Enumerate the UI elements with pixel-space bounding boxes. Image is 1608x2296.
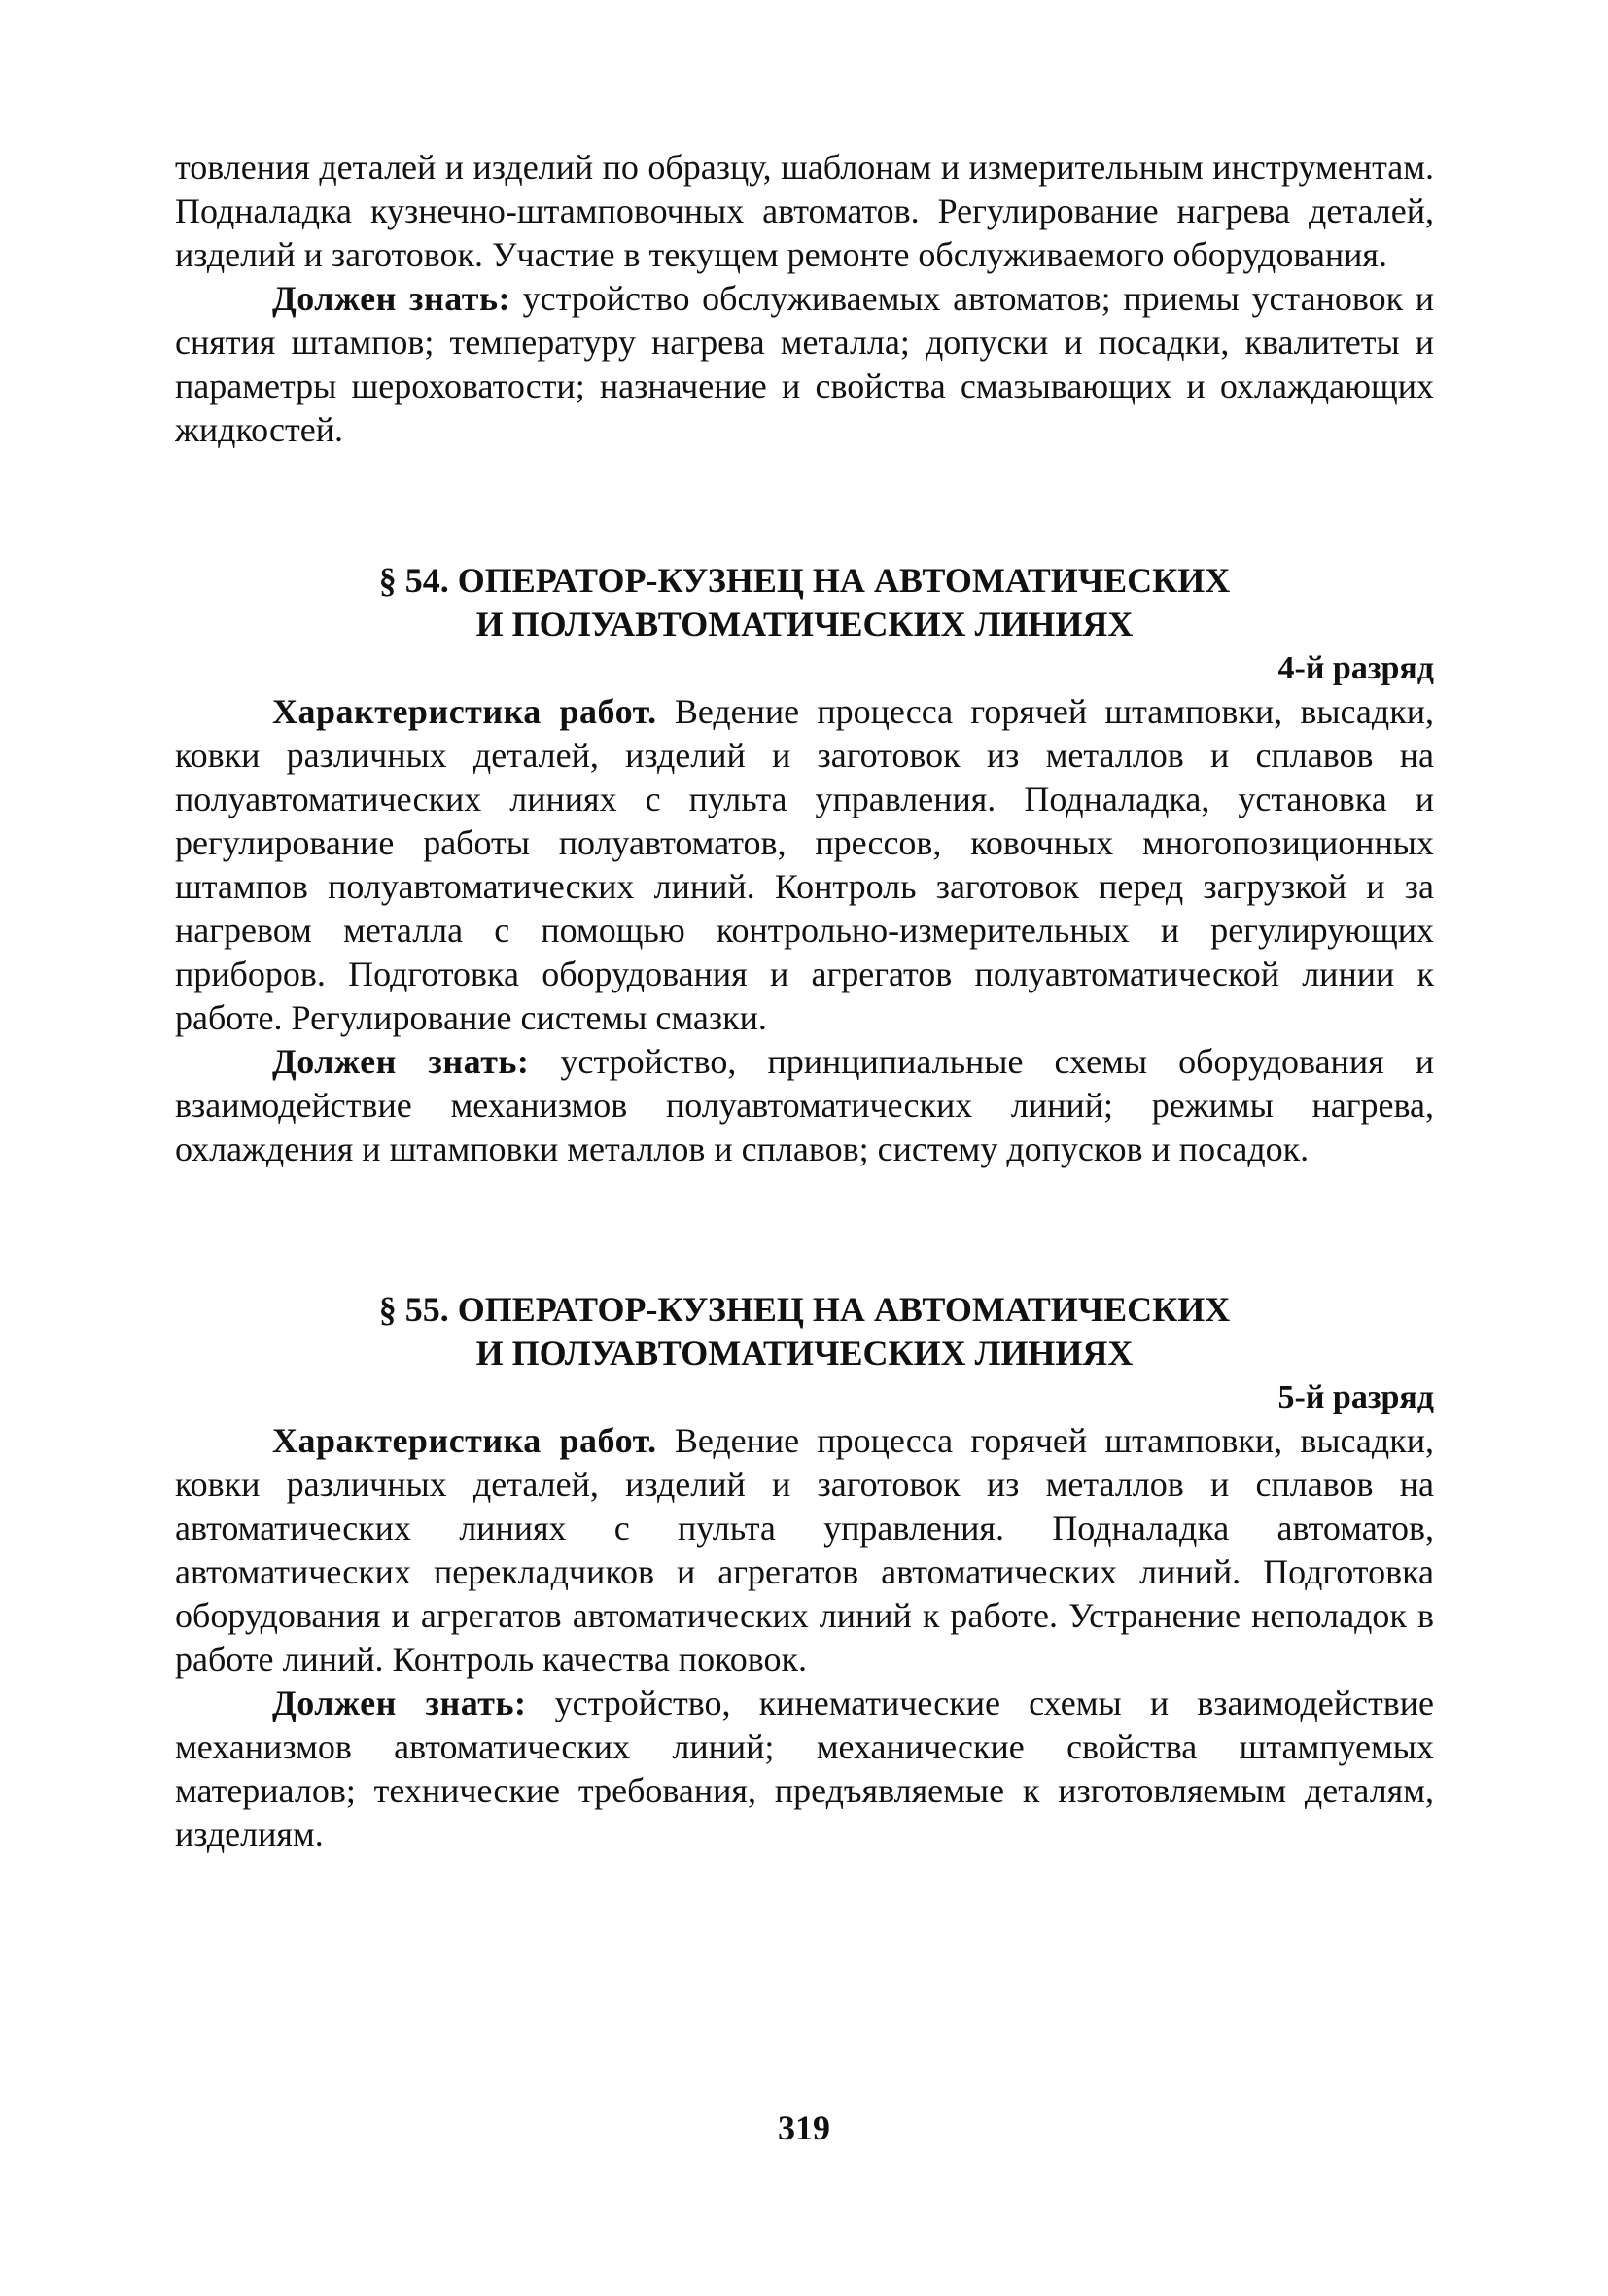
section-55-characteristics-text: Ведение процесса горячей штамповки, высадки, ковки различных деталей, изделий и заготовок из металлов и сплавов на автоматических линиях с пульта управления. Подналадка автоматов, автоматических перекладчиков и агрегатов автоматических линий. Подготовка оборудования и агрегатов автоматических линий к работе. Устранение неполадок в работе линий. Контроль качества поковок. bbox=[175, 1421, 1434, 1679]
intro-must-know-paragraph bbox=[175, 277, 1434, 452]
section-54-must-know-label: Должен знать: bbox=[272, 1042, 530, 1081]
section-54-must-know-paragraph bbox=[175, 1040, 1434, 1171]
section-55-title-line1: § 55. ОПЕРАТОР-КУЗНЕЦ НА АВТОМАТИЧЕСКИХ bbox=[378, 1290, 1231, 1329]
intro-continuation-text: товления деталей и изделий по образцу, шаблонам и измерительным инструментам. Подналадка кузнечно-штамповочных автоматов. Регулирование нагрева деталей, изделий и заготовок. Участие в текущем ремонте обслуживаемого оборудования. bbox=[175, 148, 1434, 274]
section-54-characteristics-text: Ведение процесса горячей штамповки, высадки, ковки различных деталей, изделий и заготовок из металлов и сплавов на полуавтоматических линиях с пульта управления. Подналадка, установка и регулирование работы полуавтоматов, прессов, ковочных многопозиционных штампов полуавтоматических линий. Контроль заготовок перед загрузкой и за нагревом металла с помощью контрольно-измерительных и регулирующих приборов. Подготовка оборудования и агрегатов полуавтоматической линии к работе. Регулирование системы смазки. bbox=[175, 692, 1434, 1037]
intro-must-know-text: устройство обслуживаемых автоматов; приемы установок и снятия штампов; температуру нагрева металла; допуски и посадки, квалитеты и параметры шероховатости; назначение и свойства смазывающих и охлаждающих жидкостей. bbox=[175, 279, 1435, 449]
page-number: 319 bbox=[778, 2108, 830, 2147]
section-55-characteristics-paragraph bbox=[175, 1419, 1434, 1682]
section-54-grade: 4-й разряд bbox=[1277, 650, 1434, 686]
document-page bbox=[175, 146, 1434, 1857]
section-54-characteristics-label: Характеристика работ. bbox=[272, 692, 657, 731]
section-54-title bbox=[175, 559, 1434, 646]
section-55-title-line2: И ПОЛУАВТОМАТИЧЕСКИХ ЛИНИЯХ bbox=[475, 1334, 1134, 1373]
section-54-characteristics-paragraph bbox=[175, 690, 1434, 1040]
section-55-must-know-paragraph bbox=[175, 1682, 1434, 1857]
section-55-title bbox=[175, 1288, 1434, 1375]
section-54-must-know-text: устройство, принципиальные схемы оборудования и взаимодействие механизмов полуавтоматических линий; режимы нагрева, охлаждения и штамповки металлов и сплавов; систему допусков и посадок. bbox=[175, 1042, 1435, 1168]
section-55-must-know-label: Должен знать: bbox=[272, 1684, 527, 1722]
section-55-must-know-text: устройство, кинематические схемы и взаимодействие механизмов автоматических линий; механические свойства штампуемых материалов; технические требования, предъявляемые к изготовляемым деталям, изделиям. bbox=[175, 1684, 1435, 1854]
section-55-characteristics-label: Характеристика работ. bbox=[272, 1421, 657, 1460]
section-55-grade: 5-й разряд bbox=[1277, 1379, 1434, 1415]
section-54-title-line2: И ПОЛУАВТОМАТИЧЕСКИХ ЛИНИЯХ bbox=[475, 605, 1134, 644]
intro-must-know-label: Должен знать: bbox=[272, 279, 510, 318]
section-54-title-line1: § 54. ОПЕРАТОР-КУЗНЕЦ НА АВТОМАТИЧЕСКИХ bbox=[378, 561, 1231, 600]
intro-continuation-paragraph bbox=[175, 146, 1434, 277]
